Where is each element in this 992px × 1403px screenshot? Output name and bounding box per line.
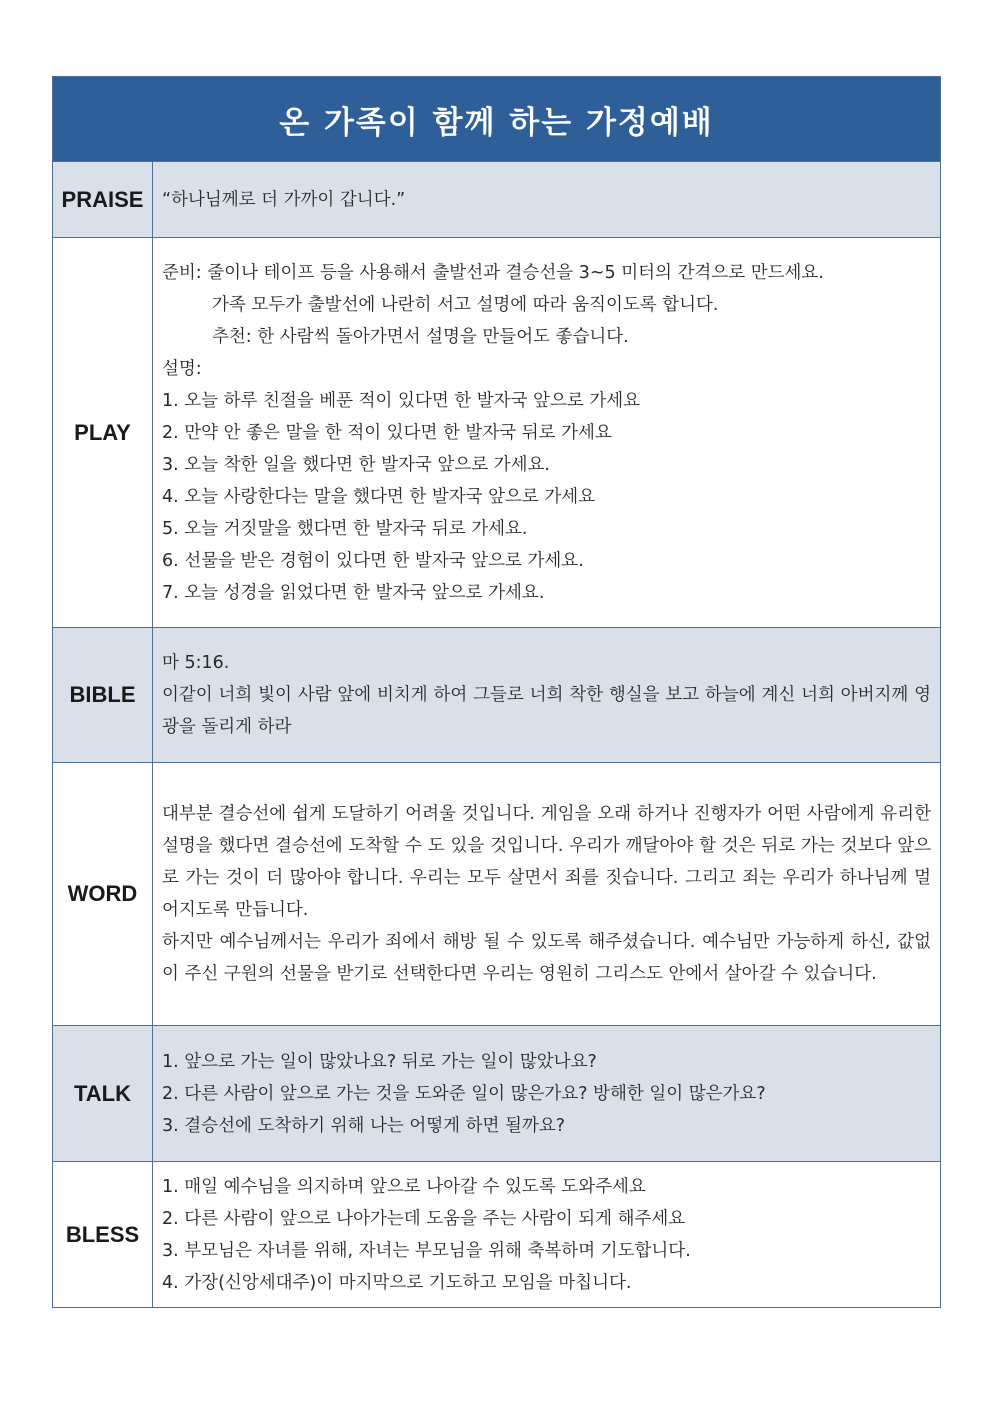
list-item: 3. 부모님은 자녀를 위해, 자녀는 부모님을 위해 축복하며 기도합니다. [162,1240,691,1261]
list-item: 2. 만약 안 좋은 말을 한 적이 있다면 한 발자국 뒤로 가세요 [162,422,612,443]
section-content-play [153,238,940,627]
list-item: 1. 오늘 하루 친절을 베푼 적이 있다면 한 발자국 앞으로 가세요 [162,390,641,411]
bible-reference: 마 5:16. [162,653,230,673]
list-item: 2. 다른 사람이 앞으로 나아가는데 도움을 주는 사람이 되게 해주세요 [162,1208,686,1229]
section-label-bible: BIBLE [53,628,153,762]
list-item: 5. 오늘 거짓말을 했다면 한 발자국 뒤로 가세요. [162,518,528,539]
section-content-talk [153,1026,940,1161]
play-prep-line: 준비: 줄이나 테이프 등을 사용해서 출발선과 결승선을 3~5 미터의 간격으로 만드세요. [162,262,824,283]
list-item: 4. 오늘 사랑한다는 말을 했다면 한 발자국 앞으로 가세요 [162,486,596,507]
list-item: 1. 매일 예수님을 의지하며 앞으로 나아갈 수 있도록 도와주세요 [162,1176,646,1197]
section-content-word [153,763,940,1025]
section-bible [53,627,940,762]
section-label-praise: PRAISE [53,162,153,237]
list-item: 4. 가장(신앙세대주)이 마지막으로 기도하고 모임을 마칩니다. [162,1272,632,1293]
section-content-praise [153,162,940,237]
section-praise [53,162,940,237]
section-label-bless: BLESS [53,1162,153,1307]
list-item: 1. 앞으로 가는 일이 많았나요? 뒤로 가는 일이 많았나요? [162,1051,597,1072]
page-title: 온 가족이 함께 하는 가정예배 [53,77,940,162]
list-item: 3. 결승선에 도착하기 위해 나는 어떻게 하면 될까요? [162,1115,566,1136]
section-word [53,762,940,1025]
section-content-bless [153,1162,940,1307]
list-item: 6. 선물을 받은 경험이 있다면 한 발자국 앞으로 가세요. [162,550,584,571]
section-play [53,237,940,627]
play-explain-heading: 설명: [162,358,202,379]
section-bless [53,1161,940,1307]
play-prep-indent-1: 가족 모두가 출발선에 나란히 서고 설명에 따라 움직이도록 합니다. [212,294,719,315]
section-talk [53,1025,940,1161]
list-item: 2. 다른 사람이 앞으로 가는 것을 도와준 일이 많은가요? 방해한 일이 많은가요? [162,1083,766,1104]
list-item: 3. 오늘 착한 일을 했다면 한 발자국 앞으로 가세요. [162,454,550,475]
praise-text: “하나님께로 더 가까이 갑니다.” [162,189,406,210]
play-prep-indent-2: 추천: 한 사람씩 돌아가면서 설명을 만들어도 좋습니다. [212,326,629,347]
section-content-bible [153,628,940,762]
bible-verse: 이같이 너희 빛이 사람 앞에 비치게 하여 그들로 너희 착한 행실을 보고 하늘에 계신 너희 아버지께 영광을 돌리게 하라 [162,685,931,737]
section-label-word: WORD [53,763,153,1025]
section-label-play: PLAY [53,238,153,627]
list-item: 7. 오늘 성경을 읽었다면 한 발자국 앞으로 가세요. [162,582,545,603]
word-paragraph-1: 대부분 결승선에 쉽게 도달하기 어려울 것입니다. 게임을 오래 하거나 진행자가 어떤 사람에게 유리한 설명을 했다면 결승선에 도착할 수 도 있을 것입니다. 우리가 깨달아야 할 것은 뒤로 가는 것보다 앞으로 가는 것이 더 많아야 합니다. 우리는 모두 살면서 죄를 짓습니다. 그리고 죄는 우리가 하나님께 멀어지도록 만듭니다. [162,804,931,920]
section-label-talk: TALK [53,1026,153,1161]
word-paragraph-2: 하지만 예수님께서는 우리가 죄에서 해방 될 수 있도록 해주셨습니다. 예수님만 가능하게 하신, 값없이 주신 구원의 선물을 받기로 선택한다면 우리는 영원히 그리스도 안에서 살아갈 수 있습니다. [162,932,931,984]
family-worship-sheet [52,76,941,1308]
